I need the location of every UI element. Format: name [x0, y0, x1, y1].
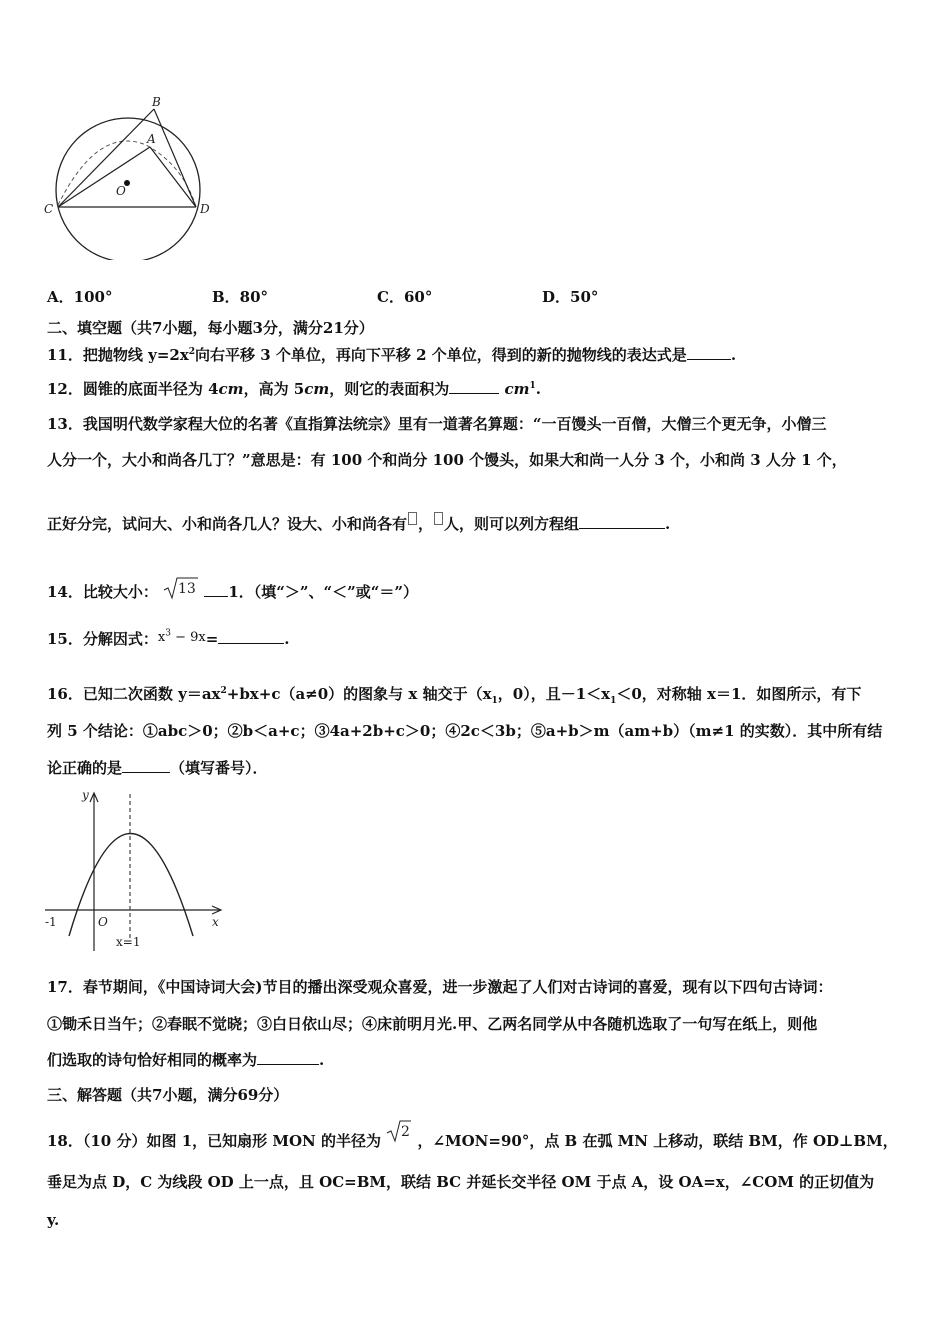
q16-line3a: 论正确的是: [47, 759, 123, 777]
option-c: C．60°: [377, 288, 433, 306]
question-12: [47, 379, 541, 399]
q13-end: .: [665, 515, 671, 533]
q13-blank[interactable]: [579, 514, 665, 529]
label-o: O: [116, 184, 126, 198]
label-origin: O: [98, 915, 108, 929]
dashed-arc: [58, 141, 196, 207]
q17-end: .: [319, 1051, 325, 1069]
q16-line1-sub2: 1: [610, 696, 617, 706]
label-x: x: [212, 915, 219, 929]
parabola-graph: [40, 786, 235, 956]
q12-unit1: cm: [218, 380, 244, 398]
section-3-heading: 三、解答题（共7小题，满分69分）: [47, 1086, 289, 1104]
q13-line3b: ，: [418, 515, 434, 533]
question-18-line2: 垂足为点 D，C 为线段 OD 上一点，且 OC=BM，联结 BC 并延长交半径 OM 于点 A，设 OA=x，∠COM 的正切值为: [47, 1173, 875, 1191]
segment-bd: [154, 109, 196, 207]
q16-blank[interactable]: [122, 758, 170, 773]
question-13-line3: [47, 512, 670, 534]
q15-expr-rest: − 9x: [170, 630, 206, 645]
q12-text2: ，高为 5: [243, 380, 305, 398]
q18-line1a: 18．（10 分）如图 1，已知扇形 MON 的半径为: [47, 1132, 381, 1150]
q11-sup: 2: [188, 347, 196, 357]
question-13-line2: 人分一个，大小和尚各几丁？”意思是：有 100 个和尚分 100 个馒头，如果大和尚一人分 3 个，小和尚 3 人分 1 个，: [47, 451, 847, 469]
q11-after: 向右平移 3 个单位，再向下平移 2 个单位，得到的新的抛物线的表达式是: [195, 346, 687, 364]
segment-ad: [150, 147, 196, 207]
label-y: y: [82, 788, 89, 802]
q12-blank[interactable]: [449, 379, 499, 394]
label-neg1: -1: [45, 915, 57, 929]
label-b: B: [152, 95, 161, 109]
variable-y-placeholder: [434, 512, 443, 525]
circle-figure: [38, 95, 218, 260]
q12-unit2: cm: [304, 380, 330, 398]
q18-radicand: 2: [401, 1124, 411, 1140]
q14-radicand: 13: [178, 581, 196, 597]
label-d: D: [200, 202, 210, 216]
question-14: [47, 575, 418, 604]
label-c: C: [44, 202, 54, 216]
label-symmetry-axis: x=1: [116, 935, 141, 949]
q12-end: .: [535, 380, 542, 398]
question-17-line3: [47, 1050, 324, 1070]
q11-before: 11．把抛物线 y=2x: [47, 346, 189, 364]
q18-line1b: ，∠MON=90°，点 B 在弧 MN 上移动，联结 BM，作 OD⊥BM，: [417, 1132, 898, 1150]
circle: [56, 118, 200, 260]
q13-line3a: 正好分完，试问大、小和尚各几人？设大、小和尚各有: [47, 515, 408, 533]
q16-line1a: 16．已知二次函数 y＝ax: [47, 685, 221, 703]
q15-expr-x: x: [157, 630, 166, 645]
q15-after: =: [205, 630, 219, 648]
q16-line1b: +bx+c（a≠0）的图象与 x 轴交于（x: [226, 685, 492, 703]
q15-label: 15．分解因式：: [47, 630, 158, 648]
question-18-line1: [47, 1118, 898, 1154]
q16-line1-sup: 2: [220, 686, 227, 696]
q16-line3b: （填写番号）．: [170, 759, 268, 777]
question-15: [47, 628, 290, 649]
q12-text3: ，则它的表面积为: [329, 380, 450, 398]
segment-cb: [58, 109, 154, 207]
question-16-line1: [47, 684, 861, 704]
q15-expression: [158, 630, 206, 645]
question-17-line2: ①锄禾日当午；②春眠不觉晓；③白日依山尽；④床前明月光.甲、乙两名同学从中各随机选取了一句写在纸上，则他: [47, 1015, 818, 1033]
q15-end: .: [284, 630, 290, 648]
q15-expr-sup: 3: [165, 628, 171, 639]
question-18-line3: y.: [47, 1211, 60, 1229]
q11-blank[interactable]: [687, 345, 731, 360]
q15-blank[interactable]: [218, 629, 284, 644]
variable-x-placeholder: [408, 512, 417, 525]
question-17-line1: 17．春节期间，《中国诗词大会)节目的播出深受观众喜爱，进一步激起了人们对古诗词的喜爱，现有以下四句古诗词：: [47, 978, 833, 996]
question-13-line1: 13．我国明代数学家程大位的名著《直指算法统宗》里有一道著名算题：“一百馒头一百僧，大僧三个更无争，小僧三: [47, 415, 827, 433]
option-b: B．80°: [212, 288, 269, 306]
question-11: [47, 345, 736, 365]
q16-line1c: ，0），且－1＜x: [497, 685, 611, 703]
q12-sup: 1: [529, 381, 536, 391]
label-a: A: [147, 132, 156, 146]
sqrt-2: [386, 1118, 412, 1144]
q16-line1-sub: 1: [491, 696, 498, 706]
sqrt-13: [163, 575, 199, 601]
segment-ca: [58, 147, 150, 207]
q14-label: 14．比较大小：: [47, 583, 158, 601]
q14-after: 1．（填“＞”、“＜”或“＝”）: [228, 583, 419, 601]
question-16-line3: [47, 758, 268, 778]
q17-line3: 们选取的诗句恰好相同的概率为: [47, 1051, 258, 1069]
q14-blank[interactable]: [204, 582, 228, 597]
q16-line1d: ＜0，对称轴 x＝1．如图所示，有下: [616, 685, 862, 703]
q11-end: .: [730, 346, 737, 364]
section-2-heading: 二、填空题（共7小题，每小题3分，满分21分）: [47, 319, 374, 337]
question-16-line2: 列 5 个结论：①abc＞0；②b＜a+c；③4a+2b+c＞0；④2c＜3b；⑤a+b＞m（am+b）（m≠1 的实数）．其中所有结: [47, 722, 883, 740]
q13-line3c: 人，则可以列方程组: [444, 515, 580, 533]
parabola-curve: [69, 834, 193, 937]
q17-blank[interactable]: [257, 1050, 319, 1065]
q12-unit3: cm: [504, 380, 530, 398]
q12-text1: 12．圆锥的底面半径为 4: [47, 380, 219, 398]
option-d: D．50°: [542, 288, 599, 306]
option-a: A．100°: [47, 288, 113, 306]
